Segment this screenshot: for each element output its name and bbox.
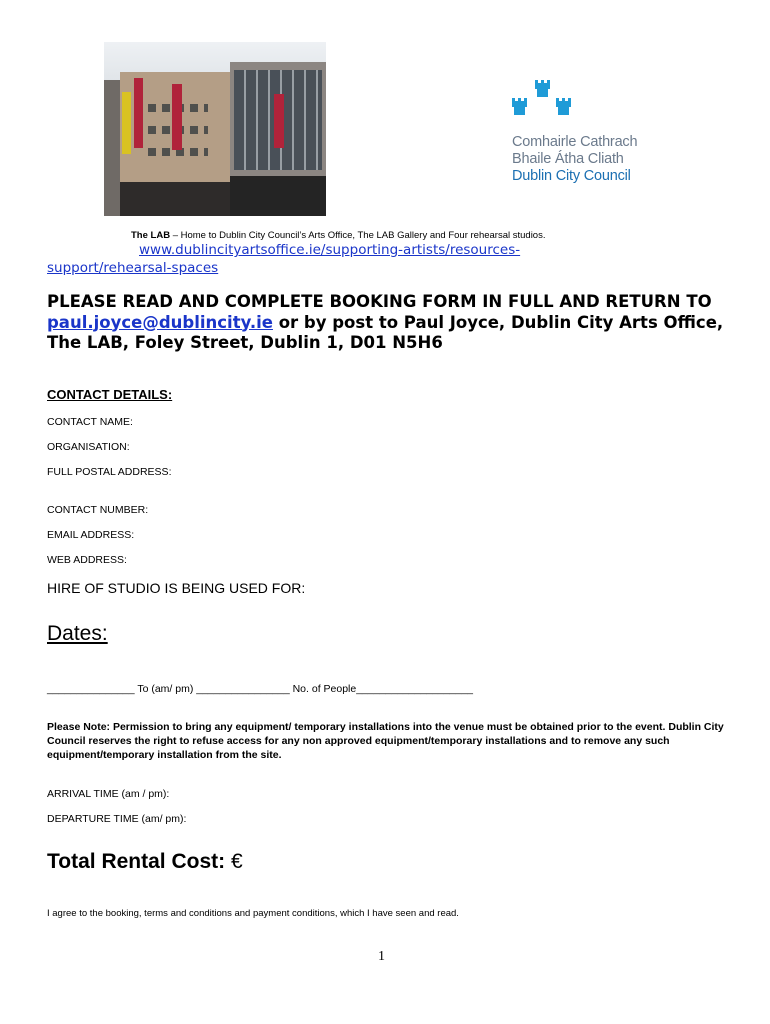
- castle-tower-right: [556, 98, 571, 115]
- cost-label: Total Rental Cost:: [47, 850, 231, 873]
- logo-line-english: Dublin City Council: [512, 168, 631, 184]
- castle-icon: [510, 74, 590, 130]
- studio-use-label[interactable]: HIRE OF STUDIO IS BEING USED FOR:: [47, 580, 306, 596]
- postal-address-label[interactable]: FULL POSTAL ADDRESS:: [47, 466, 172, 478]
- contact-number-label[interactable]: CONTACT NUMBER:: [47, 504, 149, 516]
- castle-tower-left: [512, 98, 527, 115]
- castle-tower-top: [535, 80, 550, 97]
- caption-text: – Home to Dublin City Council’s Arts Office, The LAB Gallery and Four rehearsal studios.: [170, 230, 546, 241]
- photo-red-banner: [134, 78, 143, 148]
- heading-part-2: or by post to Paul Joyce, Dublin City Arts Office, The LAB, Foley Street, Dublin 1, D01 N5H6: [47, 312, 724, 352]
- rehearsal-spaces-link[interactable]: www.dublincityartsoffice.ie/supporting-artists/resources-: [139, 242, 521, 258]
- agreement-statement: I agree to the booking, terms and conditions and payment conditions, which I have seen and read.: [47, 908, 459, 919]
- rehearsal-spaces-link-continued[interactable]: support/rehearsal-spaces: [47, 260, 219, 276]
- lab-building-photo: [104, 42, 326, 216]
- dates-fill-line[interactable]: _______________ To (am/ pm) ________________ No. of People____________________: [47, 683, 474, 695]
- instructions-heading: [47, 292, 737, 354]
- contact-name-label[interactable]: CONTACT NAME:: [47, 416, 133, 428]
- cost-currency: €: [230, 850, 243, 873]
- photo-caption: [131, 230, 545, 241]
- contact-details-title: CONTACT DETAILS:: [47, 387, 173, 402]
- photo-red-banner: [274, 94, 284, 148]
- email-link[interactable]: paul.joyce@dublincity.ie: [47, 312, 273, 332]
- arrival-time-label[interactable]: ARRIVAL TIME (am / pm):: [47, 788, 170, 800]
- departure-time-label[interactable]: DEPARTURE TIME (am/ pm):: [47, 813, 187, 825]
- photo-yellow-banner: [122, 92, 131, 154]
- email-address-label[interactable]: EMAIL ADDRESS:: [47, 529, 135, 541]
- equipment-note: Please Note: Permission to bring any equipment/ temporary installations into the venue must be obtained prior to the event. Dublin City Council reserves the right to refuse access for any non approved equipment/temporary installations and to remove any such equipment/temporary installation from the site.: [47, 721, 724, 761]
- heading-part-1: PLEASE READ AND COMPLETE BOOKING FORM IN FULL AND RETURN TO: [47, 292, 712, 311]
- caption-bold: The LAB: [131, 230, 171, 241]
- web-address-label[interactable]: WEB ADDRESS:: [47, 554, 127, 566]
- logo-line-irish-2: Bhaile Átha Cliath: [512, 151, 624, 167]
- total-rental-cost: [47, 850, 243, 874]
- dates-title: Dates:: [47, 622, 108, 645]
- photo-red-banner: [172, 84, 182, 150]
- logo-line-irish-1: Comhairle Cathrach: [512, 134, 638, 150]
- page-number: 1: [378, 949, 385, 964]
- council-logo-text: [512, 134, 637, 185]
- organisation-label[interactable]: ORGANISATION:: [47, 441, 130, 453]
